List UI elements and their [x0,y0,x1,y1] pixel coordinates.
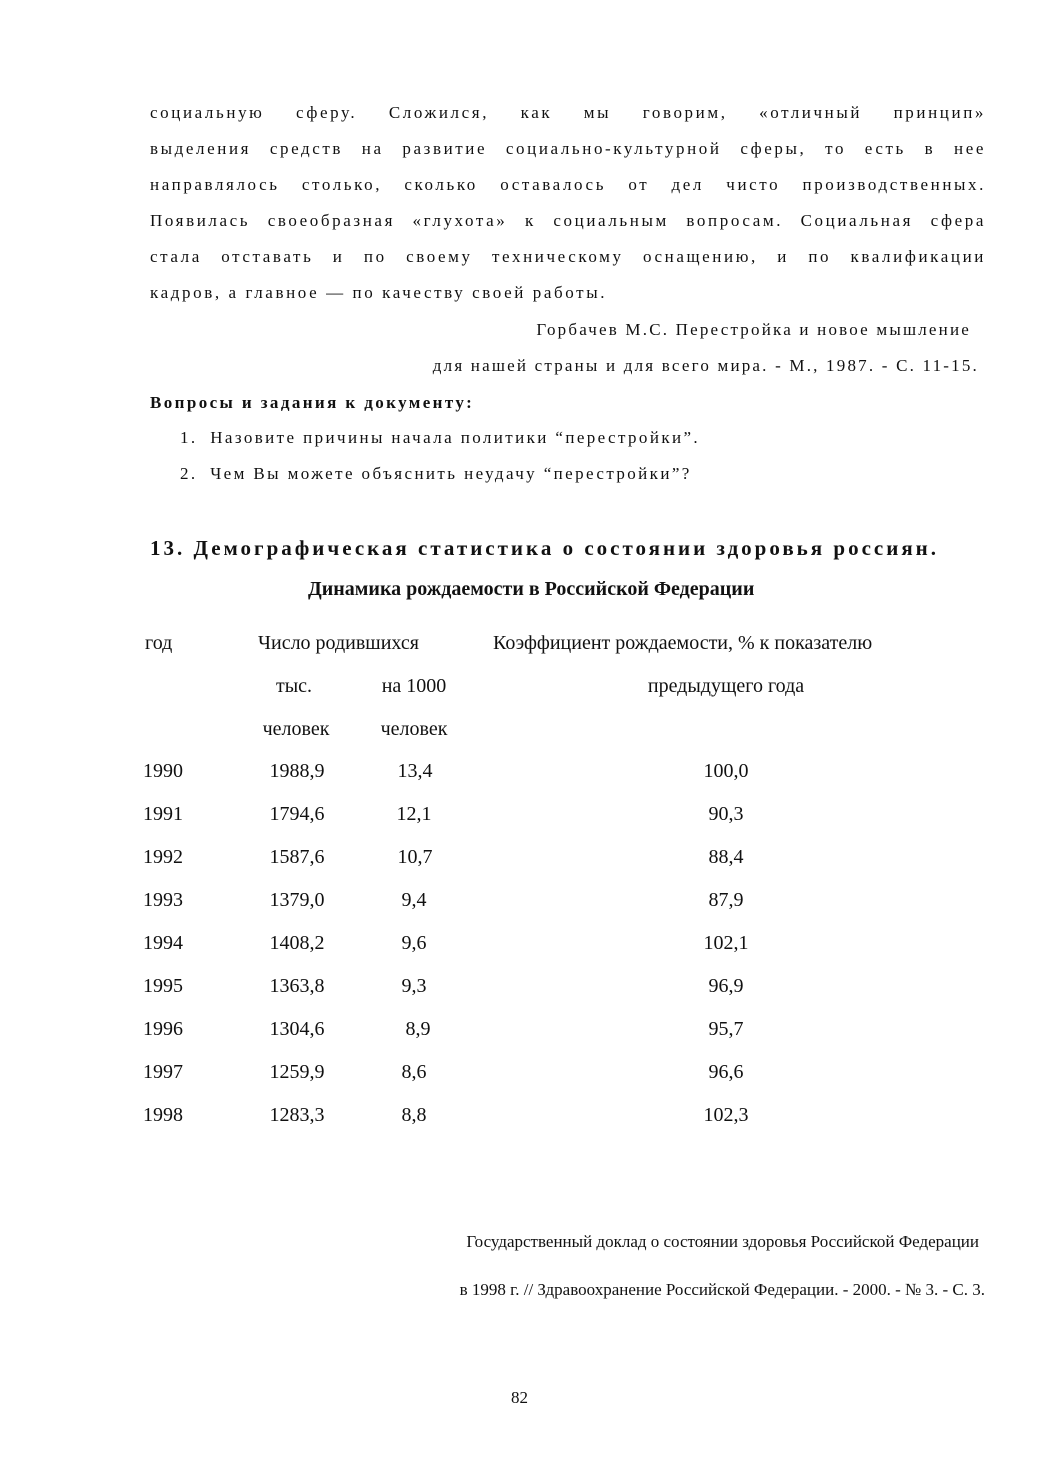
cell-per-1000: 8,8 [401,1104,427,1126]
cell-per-1000: 9,6 [401,932,427,954]
body-paragraph [150,95,986,311]
cell-coefficient: 96,6 [708,1061,744,1083]
cell-year: 1993 [143,889,183,911]
cell-year: 1996 [143,1018,183,1040]
cell-coefficient: 90,3 [708,803,744,825]
source-line-1: Государственный доклад о состоянии здоровья Российской Федерации [466,1232,979,1251]
cell-per-1000: 8,9 [405,1018,431,1040]
questions-heading: Вопросы и задания к документу: [150,393,475,412]
cell-coefficient: 88,4 [708,846,744,868]
cell-coefficient: 102,3 [703,1104,749,1126]
cell-per-1000: 13,4 [397,760,433,782]
page-number: 82 [511,1388,528,1407]
paragraph-line: стала отставать и по своему техническому оснащению, и по квалификации [150,247,986,266]
cell-thousands: 1988,9 [269,760,325,782]
paragraph-line: Появилась своеобразная «глухота» к социальным вопросам. Социальная сфера [150,211,986,230]
cell-thousands: 1794,6 [269,803,325,825]
table-row [0,975,1039,1005]
header-births: Число родившихся [258,632,419,654]
table-row [0,889,1039,919]
cell-thousands: 1259,9 [269,1061,325,1083]
table-row [0,803,1039,833]
cell-per-1000: 9,3 [401,975,427,997]
table-row [0,1104,1039,1134]
header-coefficient-cont: предыдущего года [647,675,805,697]
question-item [180,464,692,484]
cell-coefficient: 102,1 [703,932,749,954]
cell-coefficient: 96,9 [708,975,744,997]
header-year: год [145,632,173,654]
cell-coefficient: 87,9 [708,889,744,911]
cell-coefficient: 95,7 [708,1018,744,1040]
paragraph-line: социальную сферу. Сложился, как мы говорим, «отличный принцип» [150,103,986,122]
question-item [180,428,700,448]
table-row [0,846,1039,876]
paragraph-line: кадров, а главное — по качеству своей работы. [150,283,608,302]
cell-thousands: 1363,8 [269,975,325,997]
section-title: 13. Демографическая статистика о состоянии здоровья россиян. [150,536,940,560]
question-text: Чем Вы можете объяснить неудачу “перестройки”? [210,464,692,483]
question-text: Назовите причины начала политики “перестройки”. [210,428,701,447]
cell-year: 1997 [143,1061,183,1083]
cell-thousands: 1587,6 [269,846,325,868]
cell-year: 1998 [143,1104,183,1126]
table-row [0,760,1039,790]
table-row [0,1061,1039,1091]
source-line-2: в 1998 г. // Здравоохранение Российской Федерации. - 2000. - № 3. - С. 3. [459,1280,985,1299]
table-row [0,932,1039,962]
cell-per-1000: 9,4 [401,889,427,911]
cell-thousands: 1283,3 [269,1104,325,1126]
table-row [0,1018,1039,1048]
cell-thousands: 1379,0 [269,889,325,911]
citation-line-1: Горбачев М.С. Перестройка и новое мышление [536,320,971,339]
paragraph-line: выделения средств на развитие социально-культурной сферы, то есть в нее [150,139,986,158]
header-people: человек [380,718,448,740]
cell-per-1000: 12,1 [396,803,432,825]
cell-coefficient: 100,0 [703,760,749,782]
header-per-1000: на 1000 [381,675,447,697]
citation-line-2: для нашей страны и для всего мира. - М., 1987. - С. 11-15. [432,356,979,375]
header-people: человек [262,718,330,740]
cell-thousands: 1304,6 [269,1018,325,1040]
header-thousands: тыс. [275,675,313,697]
cell-year: 1990 [143,760,183,782]
paragraph-line: направлялось столько, сколько оставалось от дел чисто производственных. [150,175,986,194]
cell-year: 1994 [143,932,183,954]
cell-thousands: 1408,2 [269,932,325,954]
cell-per-1000: 10,7 [397,846,433,868]
question-number: 2. [180,464,198,483]
header-coefficient: Коэффициент рождаемости, % к показателю [493,632,873,654]
table-title: Динамика рождаемости в Российской Федерации [308,578,755,600]
cell-year: 1995 [143,975,183,997]
cell-per-1000: 8,6 [401,1061,427,1083]
cell-year: 1992 [143,846,183,868]
question-number: 1. [180,428,198,447]
cell-year: 1991 [143,803,183,825]
